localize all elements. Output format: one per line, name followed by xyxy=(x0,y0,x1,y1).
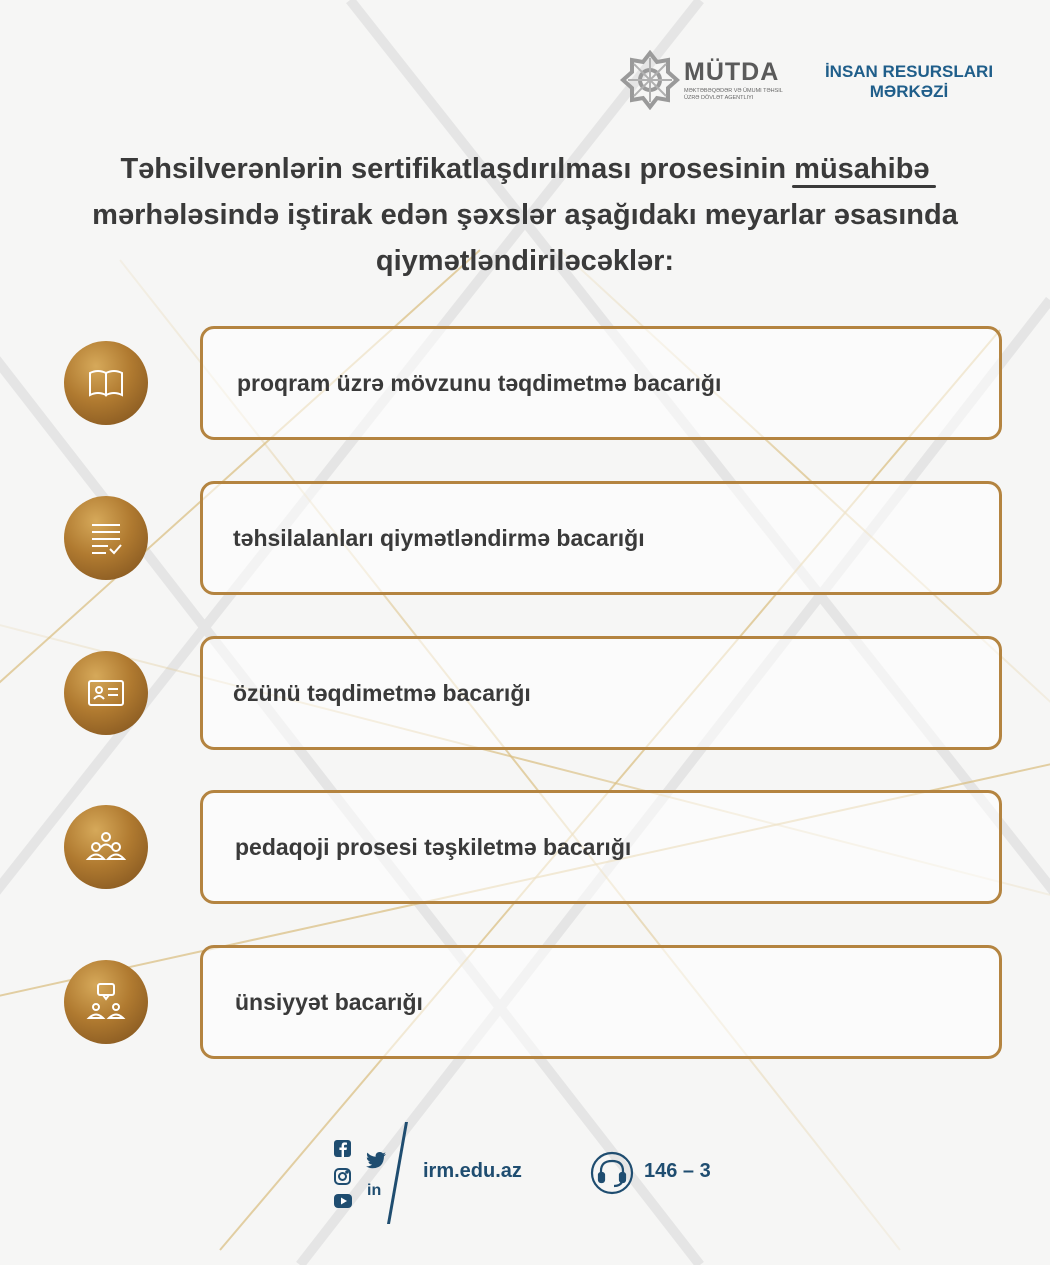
group-icon xyxy=(84,825,128,869)
svg-text:in: in xyxy=(367,1182,382,1198)
headline-part2: mərhələsində iştirak edən şəxslər aşağıdakı meyarlar əsasında qiymətləndiriləcəklər: xyxy=(92,199,958,277)
criterion-icon-circle xyxy=(64,805,148,889)
criterion-item xyxy=(0,945,1050,1059)
criterion-label: pedaqoji prosesi təşkiletmə bacarığı xyxy=(235,833,632,860)
website-link[interactable]: irm.edu.az xyxy=(423,1160,522,1182)
headset-icon xyxy=(590,1151,634,1195)
linkedin-icon[interactable] xyxy=(366,1180,384,1198)
twitter-icon[interactable] xyxy=(366,1152,386,1169)
headline-highlight: müsahibə xyxy=(794,146,929,192)
mutda-name: MÜTDA xyxy=(684,58,780,86)
criterion-icon-circle xyxy=(64,496,148,580)
id-card-icon xyxy=(84,671,128,715)
criterion-icon-circle xyxy=(64,960,148,1044)
instagram-icon[interactable] xyxy=(334,1168,351,1185)
irm-logo-line1: İNSAN RESURSLARI xyxy=(824,62,994,81)
criterion-box xyxy=(200,326,1002,440)
criterion-box xyxy=(200,636,1002,750)
criterion-label: proqram üzrə mövzunu təqdimetmə bacarığı xyxy=(237,369,722,396)
checklist-icon xyxy=(84,516,128,560)
criterion-item xyxy=(0,636,1050,750)
mutda-emblem-icon xyxy=(620,50,680,110)
criterion-label: özünü təqdimetmə bacarığı xyxy=(233,679,531,706)
criterion-item xyxy=(0,790,1050,904)
criterion-item xyxy=(0,481,1050,595)
criterion-icon-circle xyxy=(64,651,148,735)
criterion-item xyxy=(0,326,1050,440)
page-title xyxy=(60,146,990,284)
social-links xyxy=(334,1138,394,1218)
criterion-box xyxy=(200,945,1002,1059)
mutda-logo xyxy=(620,50,790,112)
phone-number[interactable]: 146 – 3 xyxy=(644,1160,711,1182)
facebook-icon[interactable] xyxy=(334,1140,351,1157)
irm-logo-line2: MƏRKƏZİ xyxy=(869,82,949,101)
youtube-icon[interactable] xyxy=(334,1194,352,1208)
criterion-icon-circle xyxy=(64,341,148,425)
headline-part1: Təhsilverənlərin sertifikatlaşdırılması prosesinin xyxy=(120,153,795,185)
communication-icon xyxy=(84,980,128,1024)
criterion-label: təhsilalanları qiymətləndirmə bacarığı xyxy=(233,524,645,551)
mutda-subtitle: MƏKTƏBƏQƏDƏR VƏ ÜMUMI TƏHSIL ÜZRƏ DÖVLƏT AGENTLIYI xyxy=(684,88,783,101)
criterion-label: ünsiyyət bacarığı xyxy=(235,988,423,1015)
criterion-box xyxy=(200,481,1002,595)
book-icon xyxy=(84,361,128,405)
irm-logo xyxy=(808,62,1010,102)
criterion-box xyxy=(200,790,1002,904)
